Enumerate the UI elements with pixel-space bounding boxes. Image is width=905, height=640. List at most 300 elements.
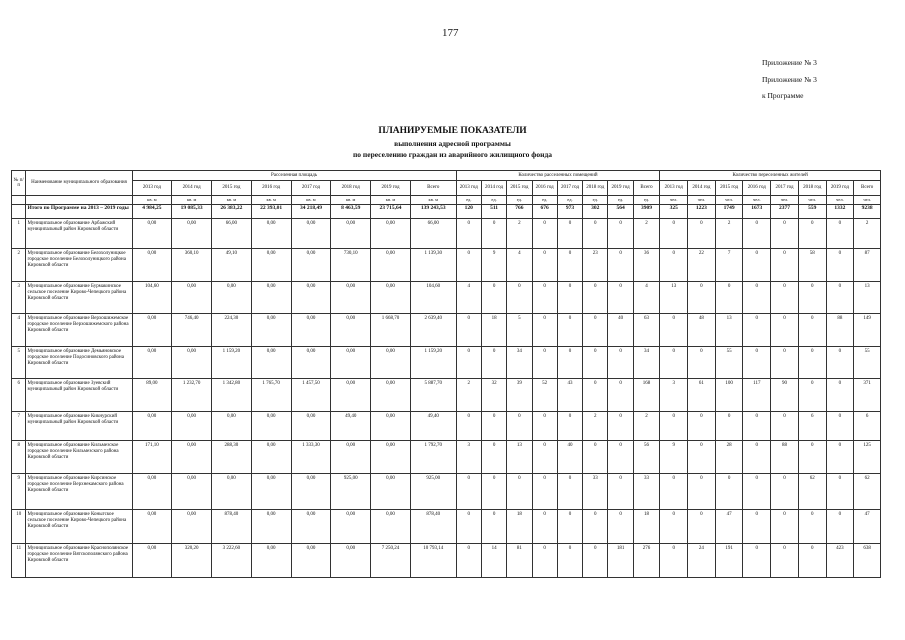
header-area-group: Расселенная площадь xyxy=(132,171,456,181)
area-value: 0,00 xyxy=(132,412,172,441)
rooms-value: 276 xyxy=(633,544,660,578)
municipality-name: Муниципальное образование Кикнурский муниципальный район Кировской области xyxy=(26,412,132,441)
year-header-area: 2017 год xyxy=(291,181,331,196)
rooms-value: 0 xyxy=(481,219,506,249)
people-value: 0 xyxy=(688,347,716,379)
people-value: 28 xyxy=(715,441,743,474)
year-header-area: 2015 год xyxy=(212,181,252,196)
row-number: 4 xyxy=(12,314,26,347)
total-rooms-value: 3909 xyxy=(633,205,660,219)
area-value: 1 765,70 xyxy=(251,379,291,412)
people-value: 117 xyxy=(743,379,771,412)
rooms-value: 0 xyxy=(557,347,582,379)
rooms-value: 52 xyxy=(532,379,557,412)
people-value: 0 xyxy=(688,412,716,441)
page-number: 177 xyxy=(442,27,459,39)
area-value: 0,00 xyxy=(132,347,172,379)
rooms-value: 0 xyxy=(608,249,633,282)
people-value: 9 xyxy=(660,441,688,474)
year-header-area: Всего xyxy=(410,181,456,196)
row-number: 9 xyxy=(12,474,26,510)
area-value: 0,00 xyxy=(251,412,291,441)
people-value: 0 xyxy=(660,412,688,441)
total-area-value: 19 085,33 xyxy=(172,205,212,219)
rooms-value: 0 xyxy=(608,379,633,412)
people-value: 58 xyxy=(798,249,826,282)
people-value: 0 xyxy=(826,249,854,282)
area-value: 0,00 xyxy=(291,314,331,347)
area-value: 0,00 xyxy=(371,474,411,510)
area-value: 0,00 xyxy=(291,510,331,544)
appendix-line-3: к Программе xyxy=(762,91,804,100)
rooms-value: 0 xyxy=(608,412,633,441)
year-header-rooms: 2017 год xyxy=(557,181,582,196)
total-rooms-value: 302 xyxy=(583,205,608,219)
people-value: 88 xyxy=(826,314,854,347)
area-value: 49,40 xyxy=(331,412,371,441)
row-number: 5 xyxy=(12,347,26,379)
area-value: 0,00 xyxy=(371,379,411,412)
rooms-value: 0 xyxy=(583,314,608,347)
total-rooms-value: 564 xyxy=(608,205,633,219)
municipality-name: Муниципальное образование Белохолуницкое городское поселение Белохолуницкого района Кировской области xyxy=(26,249,132,282)
area-value: 0,00 xyxy=(291,249,331,282)
header-no: № п/п xyxy=(12,171,26,196)
rooms-value: 2 xyxy=(583,412,608,441)
total-people-value: 325 xyxy=(660,205,688,219)
year-header-rooms: 2019 год xyxy=(608,181,633,196)
area-value: 1 792,70 xyxy=(410,441,456,474)
area-value: 0,00 xyxy=(251,474,291,510)
area-value: 0,00 xyxy=(331,282,371,314)
rooms-value: 0 xyxy=(481,412,506,441)
people-value: 90 xyxy=(771,379,799,412)
area-value: 0,00 xyxy=(291,544,331,578)
people-value: 0 xyxy=(771,412,799,441)
rooms-value: 0 xyxy=(608,510,633,544)
area-value: 0,00 xyxy=(331,347,371,379)
rooms-value: 56 xyxy=(633,441,660,474)
people-value: 0 xyxy=(771,347,799,379)
total-rooms-value: 973 xyxy=(557,205,582,219)
rooms-value: 0 xyxy=(481,474,506,510)
area-value: 0,00 xyxy=(331,544,371,578)
people-value: 0 xyxy=(826,510,854,544)
appendix-line-2: Приложение № 3 xyxy=(762,75,817,84)
total-label: Итого по Программе на 2013 – 2019 годы xyxy=(26,205,132,219)
unit-cell-area: кв. м xyxy=(291,196,331,205)
area-value: 49,40 xyxy=(410,412,456,441)
area-value: 0,00 xyxy=(132,474,172,510)
rooms-value: 0 xyxy=(507,282,532,314)
rooms-value: 13 xyxy=(507,441,532,474)
area-value: 1 159,20 xyxy=(410,347,456,379)
municipality-name: Муниципальное образование Коныгское сельское поселение Кирово-Чепецкого района Кировской области xyxy=(26,510,132,544)
unit-cell-area: кв. м xyxy=(371,196,411,205)
year-header-people: 2018 год xyxy=(798,181,826,196)
people-value: 88 xyxy=(771,441,799,474)
rooms-value: 0 xyxy=(583,441,608,474)
total-people-value: 1332 xyxy=(826,205,854,219)
people-value: 61 xyxy=(688,379,716,412)
area-value: 1 139,30 xyxy=(410,249,456,282)
people-value: 0 xyxy=(771,510,799,544)
rooms-value: 0 xyxy=(456,474,481,510)
rooms-value: 0 xyxy=(532,544,557,578)
rooms-value: 2 xyxy=(456,379,481,412)
people-value: 0 xyxy=(798,347,826,379)
people-value: 0 xyxy=(715,282,743,314)
unit-cell-rooms: ед. xyxy=(456,196,481,205)
unit-cell-people: чел. xyxy=(826,196,854,205)
rooms-value: 0 xyxy=(456,347,481,379)
rooms-value: 36 xyxy=(633,249,660,282)
area-value: 10 793,14 xyxy=(410,544,456,578)
total-people-value: 1673 xyxy=(743,205,771,219)
area-value: 730,10 xyxy=(331,249,371,282)
row-number: 6 xyxy=(12,379,26,412)
unit-cell-people: чел. xyxy=(743,196,771,205)
unit-cell-rooms: ед. xyxy=(583,196,608,205)
municipality-name: Муниципальное образование Верхошижемское городское поселение Верхошижемского района Кировской области xyxy=(26,314,132,347)
area-value: 0,00 xyxy=(251,249,291,282)
year-header-area: 2013 год xyxy=(132,181,172,196)
rooms-value: 0 xyxy=(583,282,608,314)
unit-cell-people: чел. xyxy=(854,196,881,205)
rooms-value: 23 xyxy=(583,249,608,282)
unit-cell-people: чел. xyxy=(688,196,716,205)
rooms-value: 0 xyxy=(507,412,532,441)
people-value: 6 xyxy=(798,412,826,441)
rooms-value: 0 xyxy=(481,441,506,474)
rooms-value: 0 xyxy=(583,347,608,379)
people-value: 0 xyxy=(688,510,716,544)
rooms-value: 0 xyxy=(608,347,633,379)
rooms-value: 0 xyxy=(583,219,608,249)
rooms-value: 43 xyxy=(557,379,582,412)
rooms-value: 18 xyxy=(507,510,532,544)
rooms-value: 5 xyxy=(507,314,532,347)
people-value: 0 xyxy=(771,314,799,347)
people-value: 7 xyxy=(715,249,743,282)
page-subtitle-2: по переселению граждан из аварийного жилищного фонда xyxy=(352,150,553,159)
rooms-value: 0 xyxy=(608,219,633,249)
area-value: 0,00 xyxy=(212,282,252,314)
area-value: 0,00 xyxy=(172,347,212,379)
total-people-value: 1223 xyxy=(688,205,716,219)
rooms-value: 0 xyxy=(532,219,557,249)
year-header-rooms: 2013 год xyxy=(456,181,481,196)
rooms-value: 0 xyxy=(456,219,481,249)
units-blank xyxy=(12,196,26,205)
rooms-value: 0 xyxy=(456,412,481,441)
total-rooms-value: 676 xyxy=(532,205,557,219)
rooms-value: 0 xyxy=(557,510,582,544)
table-row xyxy=(12,379,881,412)
area-value: 0,00 xyxy=(251,510,291,544)
area-value: 925,00 xyxy=(331,474,371,510)
total-rooms-value: 766 xyxy=(507,205,532,219)
area-value: 0,00 xyxy=(331,379,371,412)
people-value: 0 xyxy=(743,219,771,249)
people-value: 0 xyxy=(743,474,771,510)
rooms-value: 63 xyxy=(633,314,660,347)
area-value: 320,20 xyxy=(172,544,212,578)
people-value: 0 xyxy=(798,441,826,474)
area-value: 360,10 xyxy=(172,249,212,282)
people-value: 13 xyxy=(854,282,881,314)
people-value: 0 xyxy=(688,282,716,314)
unit-cell-rooms: ед. xyxy=(507,196,532,205)
area-value: 0,00 xyxy=(132,249,172,282)
rooms-value: 4 xyxy=(507,249,532,282)
area-value: 0,00 xyxy=(291,219,331,249)
people-value: 0 xyxy=(688,474,716,510)
people-value: 0 xyxy=(826,219,854,249)
area-value: 0,00 xyxy=(331,510,371,544)
people-value: 0 xyxy=(826,347,854,379)
people-value: 3 xyxy=(660,379,688,412)
municipality-name: Муниципальное образование Кирсинское городское поселение Верхнекамского района Кировской области xyxy=(26,474,132,510)
year-header-people: 2015 год xyxy=(715,181,743,196)
rooms-value: 40 xyxy=(608,314,633,347)
table-row xyxy=(12,219,881,249)
unit-cell-area: кв. м xyxy=(132,196,172,205)
people-value: 0 xyxy=(743,412,771,441)
rooms-value: 32 xyxy=(481,379,506,412)
area-value: 0,00 xyxy=(172,412,212,441)
area-value: 0,00 xyxy=(172,219,212,249)
appendix-line-1: Приложение № 3 xyxy=(762,58,817,67)
row-number: 3 xyxy=(12,282,26,314)
area-value: 0,00 xyxy=(331,441,371,474)
rooms-value: 0 xyxy=(532,510,557,544)
people-value: 0 xyxy=(660,510,688,544)
year-header-rooms: 2018 год xyxy=(583,181,608,196)
people-value: 0 xyxy=(743,347,771,379)
people-value: 0 xyxy=(743,314,771,347)
people-value: 0 xyxy=(798,282,826,314)
unit-cell-area: кв. м xyxy=(410,196,456,205)
area-value: 224,30 xyxy=(212,314,252,347)
rooms-value: 0 xyxy=(507,474,532,510)
rooms-value: 0 xyxy=(608,474,633,510)
area-value: 0,00 xyxy=(172,282,212,314)
area-value: 89,00 xyxy=(132,379,172,412)
table-row xyxy=(12,474,881,510)
rooms-value: 4 xyxy=(633,282,660,314)
area-value: 5 887,70 xyxy=(410,379,456,412)
rooms-value: 4 xyxy=(456,282,481,314)
area-value: 0,00 xyxy=(291,474,331,510)
row-number: 7 xyxy=(12,412,26,441)
area-value: 1 159,20 xyxy=(212,347,252,379)
table-row xyxy=(12,441,881,474)
rooms-value: 181 xyxy=(608,544,633,578)
rooms-value: 9 xyxy=(481,249,506,282)
rooms-value: 0 xyxy=(557,314,582,347)
area-value: 0,00 xyxy=(251,544,291,578)
area-value: 0,00 xyxy=(251,314,291,347)
municipality-name: Муниципальное образование Арбажский муниципальный район Кировской области xyxy=(26,219,132,249)
header-name: Наименование муниципального образования xyxy=(26,171,132,196)
units-blank xyxy=(26,196,132,205)
rooms-value: 0 xyxy=(481,282,506,314)
people-value: 24 xyxy=(688,544,716,578)
area-value: 66,00 xyxy=(212,219,252,249)
area-value: 0,00 xyxy=(251,282,291,314)
rooms-value: 81 xyxy=(507,544,532,578)
rooms-value: 0 xyxy=(532,441,557,474)
people-value: 2 xyxy=(715,219,743,249)
rooms-value: 0 xyxy=(532,412,557,441)
total-row xyxy=(12,205,881,219)
municipality-name: Муниципальное образование Кильмезское городское поселение Кильмезского района Кировской области xyxy=(26,441,132,474)
rooms-value: 0 xyxy=(557,474,582,510)
table-row xyxy=(12,347,881,379)
people-value: 191 xyxy=(715,544,743,578)
people-value: 55 xyxy=(854,347,881,379)
rooms-value: 0 xyxy=(481,510,506,544)
total-area-value: 34 218,49 xyxy=(291,205,331,219)
area-value: 0,00 xyxy=(331,314,371,347)
rooms-value: 0 xyxy=(456,544,481,578)
rooms-value: 0 xyxy=(532,474,557,510)
people-value: 62 xyxy=(854,474,881,510)
header-people-group: Количество переселенных жителей xyxy=(660,171,881,181)
unit-cell-area: кв. м xyxy=(331,196,371,205)
people-value: 47 xyxy=(715,510,743,544)
total-rooms-value: 120 xyxy=(456,205,481,219)
row-number: 2 xyxy=(12,249,26,282)
table-row xyxy=(12,282,881,314)
rooms-value: 0 xyxy=(532,347,557,379)
rooms-value: 14 xyxy=(481,544,506,578)
units-row xyxy=(12,196,881,205)
total-area-value: 22 393,01 xyxy=(251,205,291,219)
table-row xyxy=(12,249,881,282)
unit-cell-people: чел. xyxy=(660,196,688,205)
people-value: 0 xyxy=(743,510,771,544)
people-value: 22 xyxy=(688,249,716,282)
people-value: 0 xyxy=(771,474,799,510)
rooms-value: 168 xyxy=(633,379,660,412)
people-value: 100 xyxy=(715,379,743,412)
area-value: 0,00 xyxy=(371,219,411,249)
people-value: 62 xyxy=(798,474,826,510)
rooms-value: 0 xyxy=(557,544,582,578)
area-value: 0,00 xyxy=(132,219,172,249)
total-area-value: 4 984,25 xyxy=(132,205,172,219)
rooms-value: 0 xyxy=(557,282,582,314)
people-value: 0 xyxy=(660,219,688,249)
area-value: 0,00 xyxy=(172,441,212,474)
year-header-area: 2016 год xyxy=(251,181,291,196)
area-value: 878,40 xyxy=(212,510,252,544)
area-value: 104,60 xyxy=(132,282,172,314)
rooms-value: 18 xyxy=(633,510,660,544)
total-people-value: 559 xyxy=(798,205,826,219)
year-header-people: 2016 год xyxy=(743,181,771,196)
year-header-people: Всего xyxy=(854,181,881,196)
header-row-groups xyxy=(12,171,881,181)
total-area-value: 23 715,64 xyxy=(371,205,411,219)
row-number: 8 xyxy=(12,441,26,474)
area-value: 0,00 xyxy=(251,347,291,379)
people-value: 423 xyxy=(826,544,854,578)
people-value: 638 xyxy=(854,544,881,578)
area-value: 1 232,70 xyxy=(172,379,212,412)
page-title: ПЛАНИРУЕМЫЕ ПОКАЗАТЕЛИ xyxy=(378,126,527,136)
year-header-rooms: 2015 год xyxy=(507,181,532,196)
municipality-name: Муниципальное образование Демьяновское городское поселение Подосиновского района Кировской области xyxy=(26,347,132,379)
area-value: 0,00 xyxy=(371,412,411,441)
year-header-people: 2014 год xyxy=(688,181,716,196)
rooms-value: 34 xyxy=(633,347,660,379)
area-value: 0,00 xyxy=(371,510,411,544)
people-value: 2 xyxy=(854,219,881,249)
unit-cell-rooms: ед. xyxy=(557,196,582,205)
rooms-value: 33 xyxy=(583,474,608,510)
area-value: 0,00 xyxy=(251,441,291,474)
total-area-value: 139 243,53 xyxy=(410,205,456,219)
area-value: 878,40 xyxy=(410,510,456,544)
municipality-name: Муниципальное образование Краснополянское городское поселение Вятскополянского района Кировской области xyxy=(26,544,132,578)
header-row-years xyxy=(12,181,881,196)
people-value: 0 xyxy=(826,441,854,474)
rooms-value: 18 xyxy=(481,314,506,347)
people-value: 0 xyxy=(798,379,826,412)
total-area-value: 8 463,59 xyxy=(331,205,371,219)
rooms-value: 0 xyxy=(481,347,506,379)
rooms-value: 0 xyxy=(557,412,582,441)
people-value: 0 xyxy=(743,544,771,578)
rooms-value: 2 xyxy=(507,219,532,249)
year-header-rooms: 2016 год xyxy=(532,181,557,196)
rooms-value: 0 xyxy=(608,441,633,474)
people-value: 0 xyxy=(660,249,688,282)
page-subtitle-1: выполнения адресной программы xyxy=(394,139,511,148)
rooms-value: 0 xyxy=(456,314,481,347)
people-value: 0 xyxy=(771,219,799,249)
rooms-value: 39 xyxy=(507,379,532,412)
rooms-value: 0 xyxy=(583,544,608,578)
people-value: 0 xyxy=(660,347,688,379)
people-value: 0 xyxy=(715,474,743,510)
total-people-value: 1749 xyxy=(715,205,743,219)
area-value: 1 457,50 xyxy=(291,379,331,412)
area-value: 0,00 xyxy=(132,510,172,544)
people-value: 0 xyxy=(660,474,688,510)
area-value: 0,00 xyxy=(212,474,252,510)
people-value: 0 xyxy=(798,510,826,544)
rooms-value: 0 xyxy=(532,282,557,314)
header-rooms-group: Количество расселенных помещений xyxy=(456,171,660,181)
rooms-value: 0 xyxy=(583,510,608,544)
year-header-rooms: Всего xyxy=(633,181,660,196)
unit-cell-people: чел. xyxy=(715,196,743,205)
people-value: 0 xyxy=(688,441,716,474)
area-value: 7 250,24 xyxy=(371,544,411,578)
rooms-value: 0 xyxy=(532,249,557,282)
year-header-area: 2018 год xyxy=(331,181,371,196)
people-value: 0 xyxy=(771,282,799,314)
people-value: 0 xyxy=(798,219,826,249)
people-value: 0 xyxy=(826,379,854,412)
row-number: 11 xyxy=(12,544,26,578)
area-value: 0,00 xyxy=(132,314,172,347)
area-value: 66,00 xyxy=(410,219,456,249)
